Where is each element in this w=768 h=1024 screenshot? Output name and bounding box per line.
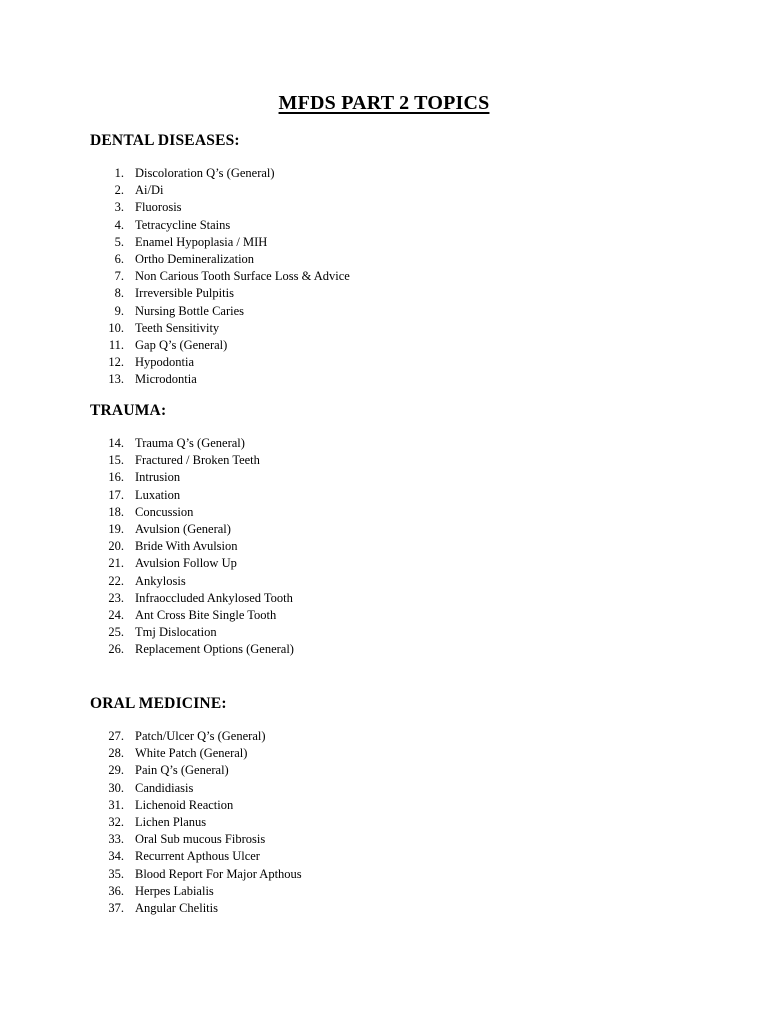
list-item xyxy=(0,900,768,917)
item-text: Microdontia xyxy=(135,372,197,387)
item-number: 1. xyxy=(114,166,124,180)
list-item xyxy=(0,452,768,469)
section-heading-dental-diseases: DENTAL DISEASES: xyxy=(90,132,240,149)
item-text: Ortho Demineralization xyxy=(135,251,255,266)
item-text: Avulsion Follow Up xyxy=(135,556,237,571)
list-item xyxy=(0,504,768,521)
item-number: 10. xyxy=(108,320,124,335)
item-number: 3. xyxy=(114,200,124,215)
list-item xyxy=(0,866,768,883)
list-item xyxy=(0,555,768,572)
item-text: Recurrent Apthous Ulcer xyxy=(135,849,260,864)
item-number: 8. xyxy=(114,286,124,301)
section-heading-oral-medicine: ORAL MEDICINE: xyxy=(90,695,227,712)
item-number: 5. xyxy=(114,234,124,249)
list-item xyxy=(0,797,768,814)
item-number: 36. xyxy=(108,883,124,898)
list-item xyxy=(0,487,768,504)
item-text: Intrusion xyxy=(135,470,181,485)
item-number: 37. xyxy=(108,900,124,915)
item-text: Irreversible Pulpitis xyxy=(135,286,234,301)
item-text: Fluorosis xyxy=(135,200,182,215)
list-item xyxy=(0,624,768,641)
list-item xyxy=(0,354,768,371)
item-text: Bride With Avulsion xyxy=(135,539,238,554)
list-item xyxy=(0,371,768,388)
item-number: 6. xyxy=(114,251,124,266)
list-item xyxy=(0,607,768,624)
list-item xyxy=(0,831,768,848)
item-text: Lichenoid Reaction xyxy=(135,797,234,812)
item-number: 19. xyxy=(108,521,124,536)
list-item xyxy=(0,435,768,452)
item-number: 13. xyxy=(108,372,124,387)
item-text: Blood Report For Major Apthous xyxy=(135,866,302,881)
item-number: 18. xyxy=(108,504,124,519)
item-text: Luxation xyxy=(135,487,181,502)
item-number: 30. xyxy=(108,780,124,795)
list-item xyxy=(0,728,768,745)
list-item xyxy=(0,217,768,234)
list-item xyxy=(0,199,768,216)
item-text: Ai/Di xyxy=(135,183,164,198)
item-number: 35. xyxy=(108,866,124,881)
item-number: 24. xyxy=(108,607,124,622)
item-number: 20. xyxy=(108,539,124,554)
list-item xyxy=(0,641,768,658)
item-number: 27. xyxy=(108,729,124,743)
item-text: Herpes Labialis xyxy=(135,883,214,898)
list-item xyxy=(0,469,768,486)
item-number: 11. xyxy=(108,337,124,352)
list-item xyxy=(0,762,768,779)
list-item xyxy=(0,234,768,251)
item-number: 34. xyxy=(108,849,124,864)
list-item xyxy=(0,320,768,337)
item-text: Concussion xyxy=(135,504,194,519)
item-text: Candidiasis xyxy=(135,780,194,795)
list-item xyxy=(0,251,768,268)
item-text: Angular Chelitis xyxy=(135,900,218,915)
item-number: 29. xyxy=(108,763,124,778)
item-text: Nursing Bottle Caries xyxy=(135,303,245,318)
item-text: Gap Q’s (General) xyxy=(135,337,228,352)
item-text: Ankylosis xyxy=(135,573,186,588)
list-item xyxy=(0,590,768,607)
item-number: 31. xyxy=(108,797,124,812)
item-number: 15. xyxy=(108,453,124,468)
list-item xyxy=(0,521,768,538)
list-item xyxy=(0,538,768,555)
item-number: 28. xyxy=(108,746,124,761)
item-text: Ant Cross Bite Single Tooth xyxy=(135,607,277,622)
item-number: 22. xyxy=(108,573,124,588)
item-text: Lichen Planus xyxy=(135,814,207,829)
list-item xyxy=(0,573,768,590)
list-item xyxy=(0,303,768,320)
item-text: Fractured / Broken Teeth xyxy=(135,453,260,468)
item-number: 7. xyxy=(114,269,124,284)
list-item xyxy=(0,165,768,182)
item-number: 14. xyxy=(108,436,124,450)
list-item xyxy=(0,285,768,302)
item-text: Hypodontia xyxy=(135,355,195,370)
list-item xyxy=(0,182,768,199)
section-heading-trauma: TRAUMA: xyxy=(90,402,167,419)
item-number: 33. xyxy=(108,832,124,847)
item-text: Pain Q’s (General) xyxy=(135,763,229,778)
item-number: 16. xyxy=(108,470,124,485)
topic-list-trauma xyxy=(0,435,768,658)
list-item xyxy=(0,883,768,900)
list-item xyxy=(0,814,768,831)
item-number: 21. xyxy=(108,556,124,571)
item-number: 9. xyxy=(114,303,124,318)
item-text: Discoloration Q’s (General) xyxy=(135,166,275,180)
item-number: 12. xyxy=(108,355,124,370)
item-number: 4. xyxy=(114,217,124,232)
item-text: Non Carious Tooth Surface Loss & Advice xyxy=(135,269,350,284)
item-number: 2. xyxy=(114,183,124,198)
list-item xyxy=(0,848,768,865)
list-item xyxy=(0,337,768,354)
item-text: White Patch (General) xyxy=(135,746,248,761)
item-text: Patch/Ulcer Q’s (General) xyxy=(135,729,266,743)
item-text: Oral Sub mucous Fibrosis xyxy=(135,832,266,847)
item-number: 26. xyxy=(108,642,124,657)
list-item xyxy=(0,268,768,285)
item-text: Trauma Q’s (General) xyxy=(135,436,245,450)
topic-list-dental-diseases xyxy=(0,165,768,388)
topic-list-oral-medicine xyxy=(0,728,768,917)
item-text: Enamel Hypoplasia / MIH xyxy=(135,234,268,249)
item-text: Tmj Dislocation xyxy=(135,625,217,640)
list-item xyxy=(0,745,768,762)
item-number: 17. xyxy=(108,487,124,502)
page-title: MFDS PART 2 TOPICS xyxy=(278,92,490,114)
item-text: Infraoccluded Ankylosed Tooth xyxy=(135,590,293,605)
list-item xyxy=(0,780,768,797)
item-number: 25. xyxy=(108,625,124,640)
item-number: 23. xyxy=(108,590,124,605)
item-text: Tetracycline Stains xyxy=(135,217,231,232)
item-text: Replacement Options (General) xyxy=(135,642,294,657)
item-text: Avulsion (General) xyxy=(135,521,231,536)
item-number: 32. xyxy=(108,814,124,829)
item-text: Teeth Sensitivity xyxy=(135,320,220,335)
